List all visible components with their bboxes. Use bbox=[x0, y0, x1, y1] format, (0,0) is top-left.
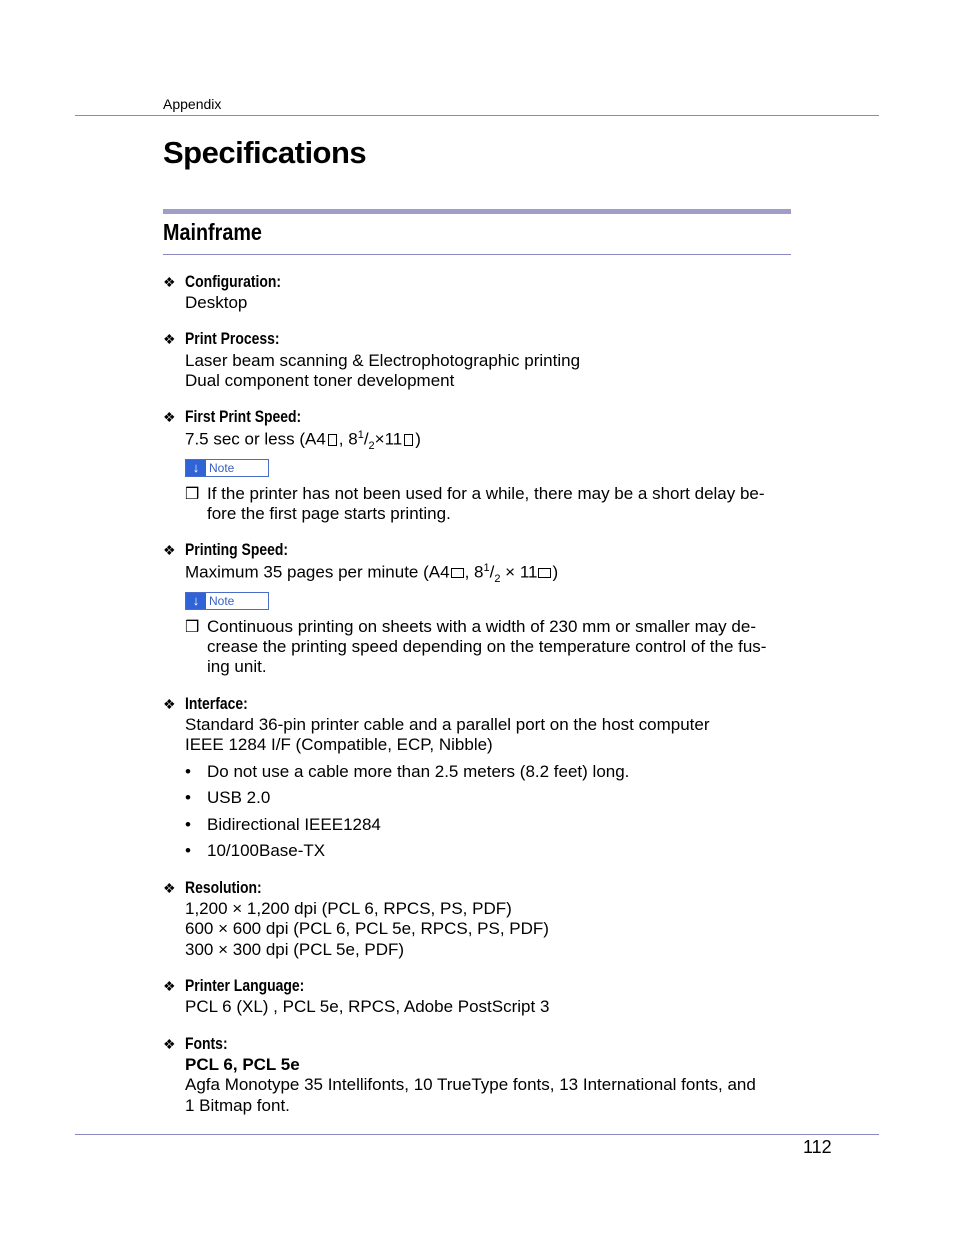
fonts-line: 1 Bitmap font. bbox=[185, 1096, 290, 1115]
resolution-line: 1,200 × 1,200 dpi (PCL 6, RPCS, PS, PDF) bbox=[185, 899, 512, 918]
diamond-bullet-icon: ❖ bbox=[163, 274, 176, 290]
spec-heading-configuration: ❖ Configuration: bbox=[163, 272, 282, 291]
arrow-down-icon: ↓ bbox=[186, 593, 206, 609]
bullet-dot-icon: • bbox=[185, 762, 191, 781]
printing-speed-note: Continuous printing on sheets with a width of 230 mm or smaller may de- crease the printing speed depending on the temperature control of the fus- ing unit. bbox=[207, 617, 767, 676]
interface-bullet: USB 2.0 bbox=[207, 788, 271, 807]
landscape-paper-icon bbox=[451, 568, 464, 578]
interface-line: IEEE 1284 I/F (Compatible, ECP, Nibble) bbox=[185, 735, 493, 754]
portrait-paper-icon bbox=[404, 434, 413, 446]
resolution-line: 300 × 300 dpi (PCL 5e, PDF) bbox=[185, 940, 405, 959]
first-print-speed-note: If the printer has not been used for a while, there may be a short delay be- fore the first page starts printing. bbox=[207, 484, 765, 523]
print-process-line: Dual component toner development bbox=[185, 371, 455, 390]
interface-bullet: 10/100Base-TX bbox=[207, 841, 326, 860]
note-marker: ↓ Note bbox=[185, 592, 269, 610]
fonts-line: Agfa Monotype 35 Intellifonts, 10 TrueType fonts, 13 International fonts, and bbox=[185, 1075, 756, 1094]
page-title: Specifications bbox=[163, 135, 367, 170]
spec-heading-printing-speed: ❖ Printing Speed: bbox=[163, 540, 289, 559]
interface-bullet: Do not use a cable more than 2.5 meters (8.2 feet) long. bbox=[207, 762, 630, 781]
note-marker: ↓ Note bbox=[185, 459, 269, 477]
diamond-bullet-icon: ❖ bbox=[163, 880, 176, 896]
configuration-value: Desktop bbox=[185, 293, 248, 312]
diamond-bullet-icon: ❖ bbox=[163, 978, 176, 994]
section-title: Mainframe bbox=[163, 219, 262, 245]
spec-heading-printer-language: ❖ Printer Language: bbox=[163, 976, 305, 995]
header-rule bbox=[75, 115, 879, 116]
fonts-sub-heading: PCL 6, PCL 5e bbox=[185, 1055, 300, 1074]
portrait-paper-icon bbox=[328, 434, 337, 446]
bullet-dot-icon: • bbox=[185, 841, 191, 860]
printing-speed-value: Maximum 35 pages per minute (A4 , $8^1/_2 \times 11$ ) bbox=[185, 562, 559, 586]
print-process-line: Laser beam scanning & Electrophotographic printing bbox=[185, 351, 581, 370]
diamond-bullet-icon: ❖ bbox=[163, 331, 176, 347]
first-print-speed-value: 7.5 sec or less (A4 , $8^1/_2\times 11$ ) bbox=[185, 429, 421, 453]
interface-line: Standard 36-pin printer cable and a parallel port on the host computer bbox=[185, 715, 710, 734]
section-rule bbox=[163, 254, 791, 255]
running-header: Appendix bbox=[163, 96, 222, 112]
bullet-dot-icon: • bbox=[185, 788, 191, 807]
interface-bullet: Bidirectional IEEE1284 bbox=[207, 815, 381, 834]
diamond-bullet-icon: ❖ bbox=[163, 542, 176, 558]
diamond-bullet-icon: ❖ bbox=[163, 1036, 176, 1052]
spec-heading-resolution: ❖ Resolution: bbox=[163, 878, 262, 897]
checkbox-bullet-icon: ❒ bbox=[185, 619, 200, 636]
diamond-bullet-icon: ❖ bbox=[163, 409, 176, 425]
spec-heading-interface: ❖ Interface: bbox=[163, 694, 248, 713]
checkbox-bullet-icon: ❒ bbox=[185, 486, 200, 503]
spec-heading-print-process: ❖ Print Process: bbox=[163, 329, 280, 348]
spec-heading-first-print-speed: ❖ First Print Speed: bbox=[163, 407, 302, 426]
page-number: 112 bbox=[803, 1137, 832, 1157]
landscape-paper-icon bbox=[538, 568, 551, 578]
diamond-bullet-icon: ❖ bbox=[163, 696, 176, 712]
footer-rule bbox=[75, 1134, 879, 1135]
section-bar bbox=[163, 209, 791, 214]
printer-language-value: PCL 6 (XL) , PCL 5e, RPCS, Adobe PostScript 3 bbox=[185, 997, 550, 1016]
spec-heading-fonts: ❖ Fonts: bbox=[163, 1034, 228, 1053]
bullet-dot-icon: • bbox=[185, 815, 191, 834]
resolution-line: 600 × 600 dpi (PCL 6, PCL 5e, RPCS, PS, PDF) bbox=[185, 919, 549, 938]
arrow-down-icon: ↓ bbox=[186, 460, 206, 476]
